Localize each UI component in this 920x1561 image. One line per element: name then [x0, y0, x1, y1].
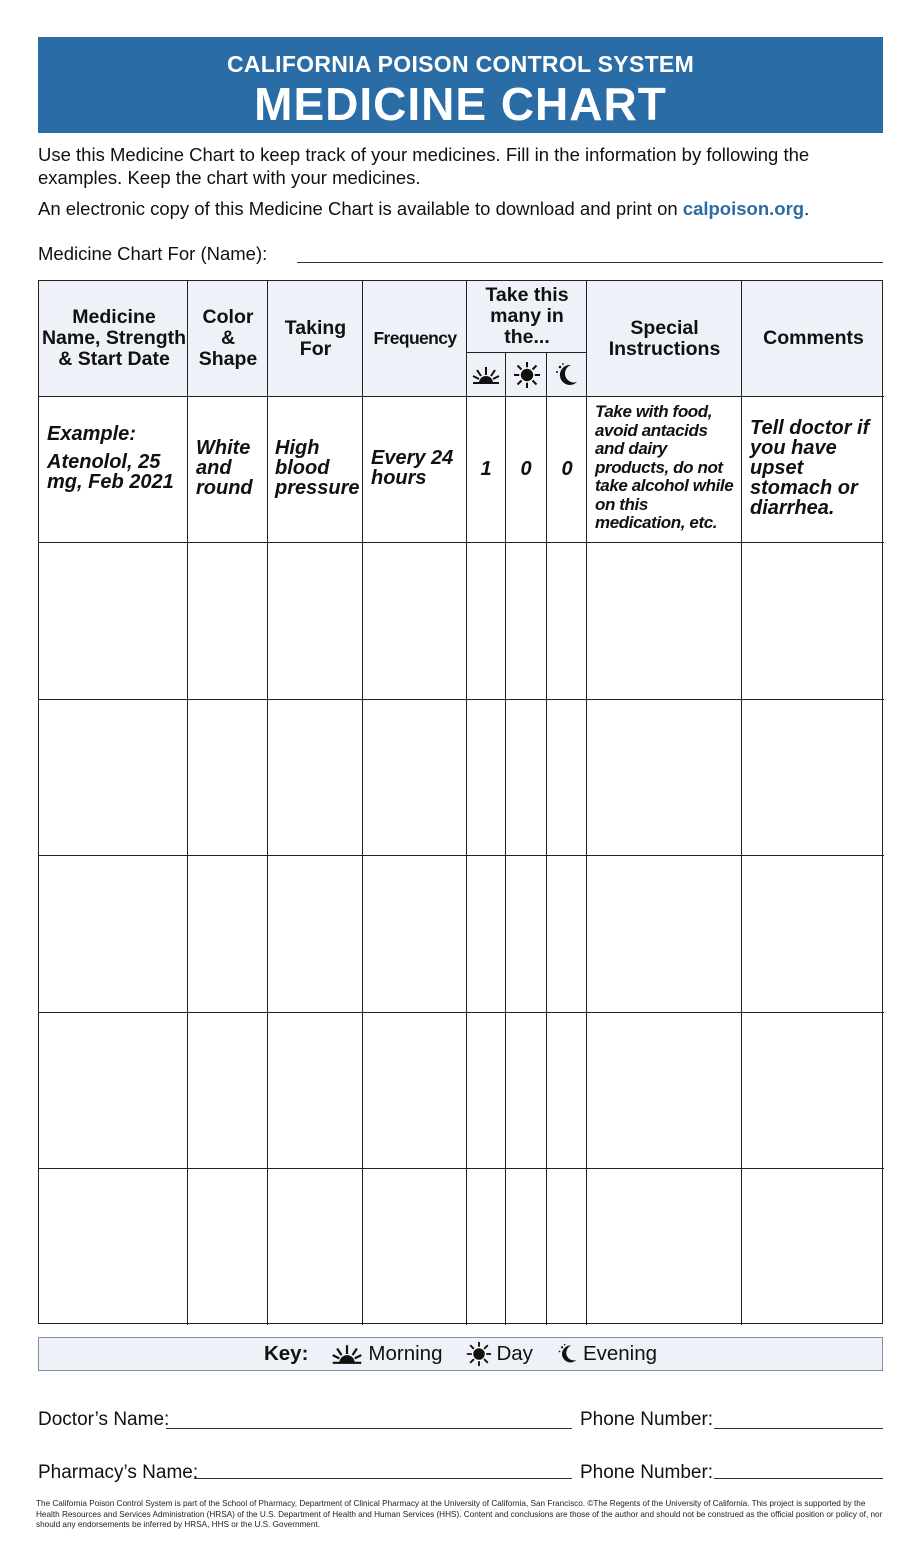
evening-icon [548, 354, 586, 396]
key-day [466, 1341, 532, 1367]
medicine-table [38, 280, 883, 1324]
example-medicine: Atenolol, 25 mg, Feb 2021 [47, 451, 174, 493]
evening-icon [557, 1342, 579, 1366]
org-name: CALIFORNIA POISON CONTROL SYSTEM [226, 51, 695, 77]
name-field-label: Medicine Chart For (Name): [38, 243, 268, 264]
header-color-shape: Color & Shape [198, 306, 258, 370]
example-comments: Tell doctor if you have upset stomach or diarrhea. [750, 417, 870, 519]
table-row[interactable] [39, 1169, 882, 1323]
example-day-count: 0 [520, 458, 532, 480]
key-evening-label: Evening [582, 1342, 658, 1365]
example-special-instructions: Take with food, avoid antacids and dairy products, do not take alcohol while on this medication, etc. [595, 402, 734, 532]
key-day-label: Day [496, 1342, 533, 1365]
download-note-period: . [804, 198, 810, 219]
name-field-line[interactable] [297, 262, 883, 263]
subheader-divider [466, 352, 586, 353]
download-note [38, 198, 898, 220]
key-evening [557, 1342, 657, 1366]
day-icon [507, 354, 546, 396]
pharmacy-name-line[interactable] [194, 1478, 572, 1479]
example-morning-count: 1 [480, 458, 492, 480]
row-divider [39, 396, 884, 397]
example-frequency: Every 24 hours [371, 447, 454, 489]
header-take-this-many: Take this many in the... [485, 284, 569, 348]
day-icon [466, 1341, 492, 1367]
morning-icon [330, 1343, 364, 1365]
footer-disclaimer: The California Poison Control System is part of the School of Pharmacy, Department of Clinical Pharmacy at the University of California, San Francisco. ©The Regents of the University of California. This project is supported by the Health Resources and Services Administration (HRSA) of the U.S. Department of Health and Human Services (HHS). Content and conclusions are those of the author and should not be construed as the official position or policy of, nor should any endorsements be inferred by HRSA, HHS or the U.S. Government. [36, 1499, 883, 1529]
table-row[interactable] [39, 1013, 882, 1167]
intro-text: Use this Medicine Chart to keep track of your medicines. Fill in the information by following the examples. Keep the chart with your medicines. [38, 144, 810, 188]
header-banner [38, 37, 883, 133]
doctor-name-line[interactable] [166, 1428, 572, 1429]
key-morning-label: Morning [368, 1342, 443, 1365]
page-title: MEDICINE CHART [254, 78, 667, 130]
icon-key [38, 1337, 883, 1371]
table-row[interactable] [39, 700, 882, 854]
header-taking-for: Taking For [284, 316, 347, 360]
doctor-phone-line[interactable] [714, 1428, 883, 1429]
header-medicine: Medicine Name, Strength & Start Date [41, 306, 187, 370]
key-label: Key: [263, 1342, 309, 1365]
doctor-name-label: Doctor’s Name: [38, 1409, 170, 1430]
example-taking-for: High blood pressure [275, 437, 360, 499]
table-row[interactable] [39, 543, 882, 698]
header-comments: Comments [763, 327, 864, 349]
table-row[interactable] [39, 856, 882, 1011]
calpoison-link[interactable]: calpoison.org [682, 198, 805, 219]
pharmacy-phone-line[interactable] [714, 1478, 883, 1479]
download-note-text: An electronic copy of this Medicine Chart is available to download and print on [38, 198, 683, 219]
example-color-shape: White and round [196, 437, 253, 499]
pharmacy-phone-label: Phone Number: [580, 1462, 714, 1483]
example-evening-count: 0 [561, 458, 573, 480]
pharmacy-name-label: Pharmacy’s Name: [38, 1462, 199, 1483]
doctor-phone-label: Phone Number: [580, 1409, 714, 1430]
key-morning [330, 1342, 442, 1366]
header-frequency: Frequency [373, 328, 457, 348]
header-special-instructions: Special Instructions [608, 316, 721, 360]
morning-icon [467, 354, 505, 396]
example-label: Example: [47, 423, 136, 445]
